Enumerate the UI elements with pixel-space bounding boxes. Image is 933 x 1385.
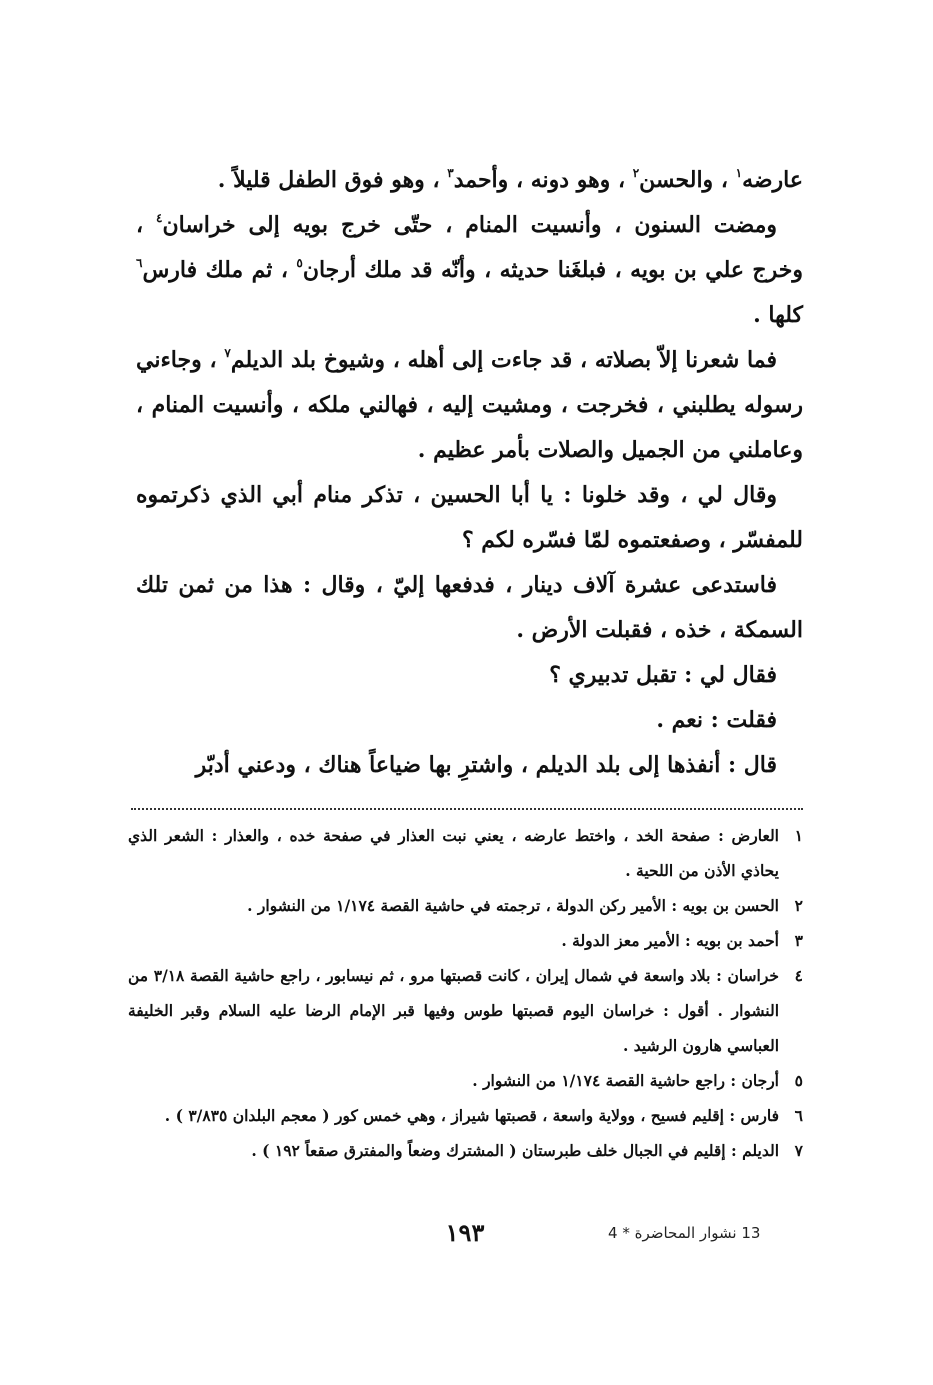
paragraph bbox=[136, 473, 803, 563]
paragraph bbox=[136, 338, 803, 473]
footnote-marker: ٢ bbox=[632, 166, 640, 180]
paragraph-text: ، وهو دونه ، وأحمد bbox=[453, 167, 633, 193]
footnote bbox=[128, 958, 803, 1063]
footnote-marker: ٦ bbox=[136, 256, 143, 270]
footnote-number: ١ bbox=[794, 826, 803, 845]
main-text bbox=[136, 158, 803, 788]
footnote bbox=[128, 818, 803, 888]
footnote-marker: ٣ bbox=[447, 166, 454, 180]
paragraph-text: فقال لي : تقبل تدبيري ؟ bbox=[549, 662, 777, 688]
paragraph bbox=[136, 203, 803, 338]
footnote-number: ٤ bbox=[794, 966, 803, 985]
footnote-text: العارض : صفحة الخد ، واختط عارضه ، يعني نبت العذار في صفحة خده ، والعذار : الشعر الذي يحاذي الأذن من اللحية . bbox=[128, 826, 779, 880]
print-marker: 13 نشوار المحاضرة * 4 bbox=[608, 1224, 761, 1242]
paragraph-text: قال : أنفذها إلى بلد الديلم ، واشترِ بها ضياعاً هناك ، ودعني أدبّر bbox=[195, 752, 777, 778]
paragraph bbox=[136, 563, 803, 653]
paragraph bbox=[136, 743, 803, 788]
footnote bbox=[128, 923, 803, 958]
paragraph-text: ، وخرج علي بن بويه ، فبلغَنا حديثه ، وأنّه قد ملك أرجان bbox=[136, 212, 803, 283]
footnote-text: أحمد بن بويه : الأمير معز الدولة . bbox=[561, 931, 779, 950]
footnotes bbox=[128, 818, 803, 1168]
paragraph-text: ، وجاءني رسوله يطلبني ، فخرجت ، ومشيت إليه ، فهالني ملكه ، وأنسيت المنام ، وعاملني من الجميل والصلات بأمر عظيم . bbox=[136, 347, 803, 463]
footnote-marker: ٥ bbox=[296, 256, 303, 270]
footnote-text: أرجان : راجع حاشية القصة ١/١٧٤ من النشوار . bbox=[472, 1071, 779, 1090]
paragraph-text: ، وهو فوق الطفل قليلاً . bbox=[217, 167, 448, 193]
footnote-marker: ٤ bbox=[156, 211, 163, 225]
footnote bbox=[128, 1063, 803, 1098]
page-number: ١٩٣ bbox=[445, 1218, 485, 1247]
footnote bbox=[128, 1098, 803, 1133]
paragraph-text: عارضه bbox=[742, 167, 803, 193]
paragraph bbox=[136, 158, 803, 203]
paragraph-text: ، والحسن bbox=[639, 167, 736, 193]
footnote bbox=[128, 1133, 803, 1168]
footnote-text: فارس : إقليم فسيح ، وولاية واسعة ، قصبتها شيراز ، وهي خمس كور ( معجم البلدان ٣/٨٣٥ ) . bbox=[164, 1106, 779, 1125]
paragraph-text: فقلت : نعم . bbox=[656, 707, 777, 733]
footnote-number: ٥ bbox=[794, 1071, 803, 1090]
footnote-text: خراسان : بلاد واسعة في شمال إيران ، كانت قصبتها مرو ، ثم نيسابور ، راجع حاشية القصة ٣/١٨ من النشوار . أقول : خراسان اليوم قصبتها طوس وفيها قبر الإمام الرضا عليه السلام وقبر الخليفة العباسي هارون الرشيد . bbox=[128, 966, 779, 1055]
paragraph-text: ، ثم ملك فارس bbox=[142, 257, 297, 283]
paragraph bbox=[136, 698, 803, 743]
footnote-number: ٣ bbox=[794, 931, 803, 950]
footnote-number: ٦ bbox=[794, 1106, 803, 1125]
paragraph-text: فما شعرنا إلاّ بصلاته ، قد جاءت إلى أهله ، وشيوخ بلد الديلم bbox=[230, 347, 777, 373]
footnote-number: ٢ bbox=[794, 896, 803, 915]
footnote-number: ٧ bbox=[794, 1141, 803, 1160]
paragraph-text: فاستدعى عشرة آلاف دينار ، فدفعها إليّ ، وقال : هذا من ثمن تلك السمكة ، خذه ، فقبلت الأرض . bbox=[136, 572, 803, 643]
paragraph-text: كلها . bbox=[753, 302, 803, 328]
paragraph-text: ومضت السنون ، وأنسيت المنام ، حتّى خرج بويه إلى خراسان bbox=[162, 212, 777, 238]
footnote-marker: ١ bbox=[735, 166, 743, 180]
footnote-text: الديلم : إقليم في الجبال خلف طبرستان ( المشترك وضعاً والمفترق صقعاً ١٩٢ ) . bbox=[251, 1141, 779, 1160]
paragraph bbox=[136, 653, 803, 698]
footnote-marker: ٧ bbox=[224, 346, 231, 360]
footnote-text: الحسن بن بويه : الأمير ركن الدولة ، ترجمته في حاشية القصة ١/١٧٤ من النشوار . bbox=[247, 896, 779, 915]
footnote-separator bbox=[131, 808, 803, 810]
paragraph-text: وقال لي ، وقد خلونا : يا أبا الحسين ، تذكر منام أبي الذي ذكرتموه للمفسّر ، وصفعتموه لمّا فسّره لكم ؟ bbox=[136, 482, 803, 553]
footnote bbox=[128, 888, 803, 923]
